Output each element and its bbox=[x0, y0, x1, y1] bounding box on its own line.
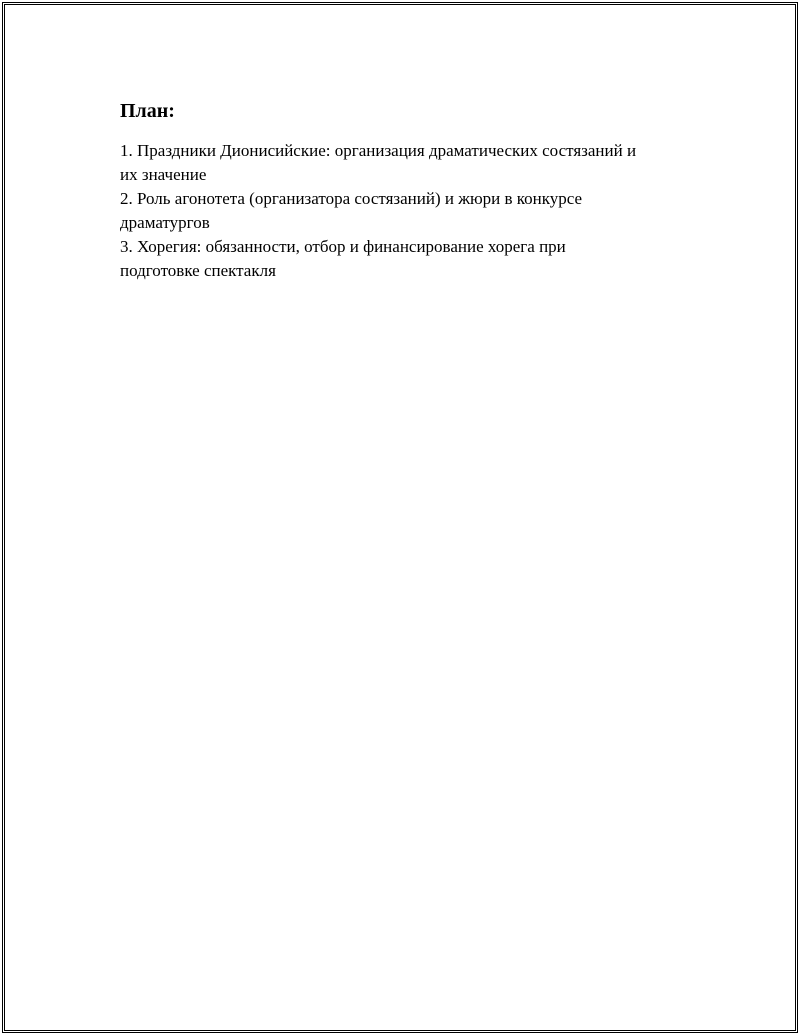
document-body bbox=[120, 99, 700, 283]
list-item bbox=[120, 187, 700, 235]
list-item bbox=[120, 235, 700, 283]
list-item-line-2: их значение bbox=[120, 165, 207, 184]
list-item-line-2: драматургов bbox=[120, 213, 210, 232]
list-item-line-1: 2. Роль агонотета (организатора состязаний) и жюри в конкурсе bbox=[120, 189, 583, 208]
list-item bbox=[120, 139, 700, 187]
list-item-line-2: подготовке спектакля bbox=[120, 261, 276, 280]
list-item-line-1: 3. Хорегия: обязанности, отбор и финансирование хорега при bbox=[120, 237, 566, 256]
page-title: План: bbox=[120, 100, 175, 122]
page-frame bbox=[2, 2, 798, 1033]
list-item-line-1: 1. Праздники Дионисийские: организация драматических состязаний и bbox=[120, 141, 637, 160]
plan-list bbox=[120, 139, 700, 283]
